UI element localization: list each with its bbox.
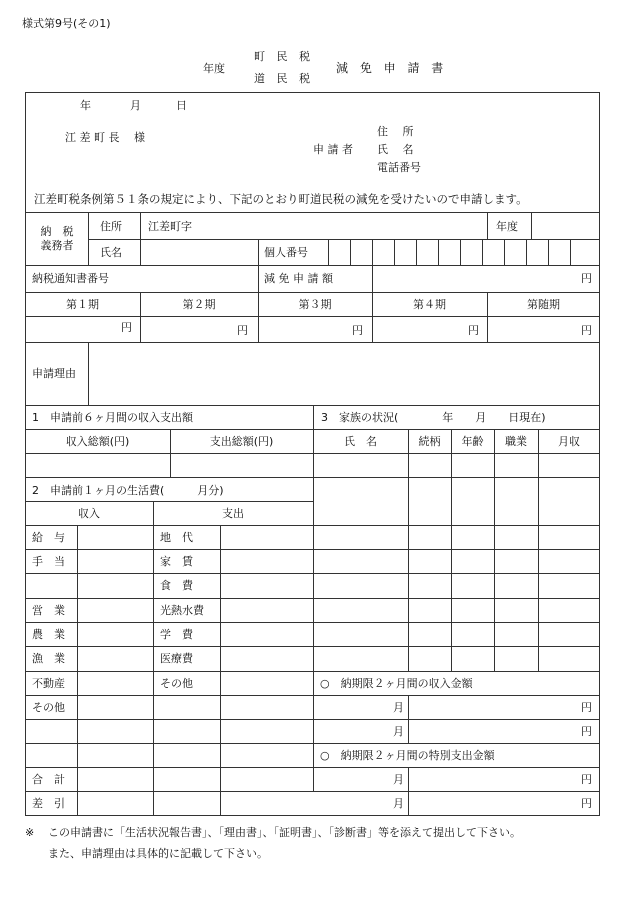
period-2: 第２期 bbox=[182, 298, 216, 311]
form-number: 様式第9号(その1) bbox=[22, 17, 111, 30]
deadline-special-month-1: 月 bbox=[393, 773, 404, 786]
name-label: 氏 名 bbox=[377, 143, 414, 156]
family-col-job: 職業 bbox=[505, 435, 527, 448]
expense-item-food: 食 費 bbox=[160, 579, 193, 592]
income-item-realestate: 不動産 bbox=[32, 677, 65, 690]
family-col-relation: 続柄 bbox=[418, 435, 441, 448]
deadline-income-yen-2: 円 bbox=[581, 725, 592, 738]
notes-mark: ※ bbox=[25, 826, 35, 839]
expense-item-education: 学 費 bbox=[160, 628, 193, 641]
income-item-fishing: 漁 業 bbox=[32, 652, 65, 665]
date-year: 年 bbox=[80, 99, 91, 112]
expense-item-other: その他 bbox=[160, 677, 193, 690]
family-col-income: 月収 bbox=[558, 435, 580, 448]
income-item-business: 営 業 bbox=[32, 604, 65, 617]
expense-item-rent: 家 賃 bbox=[160, 555, 193, 568]
period-3: 第３期 bbox=[298, 298, 332, 311]
deadline-income-yen-1: 円 bbox=[581, 701, 592, 714]
reduction-amount-yen: 円 bbox=[581, 272, 592, 285]
deadline-special-title: ○ 納期限２ヶ月間の特別支出金額 bbox=[320, 749, 495, 762]
living-income-header: 収入 bbox=[78, 507, 100, 520]
period-3-yen: 円 bbox=[352, 324, 363, 337]
income-total-header: 収入総額(円) bbox=[65, 435, 130, 448]
taxpayer-address-label: 住所 bbox=[100, 220, 122, 233]
taxpayer-year-label: 年度 bbox=[496, 220, 518, 233]
period-4: 第４期 bbox=[413, 298, 446, 311]
title-year-label: 年度 bbox=[203, 62, 225, 75]
section1-title: 1 申請前６ヶ月間の収入支出額 bbox=[32, 411, 193, 424]
family-col-age: 年齢 bbox=[461, 435, 484, 448]
deadline-income-month-2: 月 bbox=[393, 725, 404, 738]
income-item-salary: 給 与 bbox=[32, 531, 65, 544]
notes-line2: また、申請理由は具体的に記載して下さい。 bbox=[48, 847, 268, 860]
income-item-allowance: 手 当 bbox=[32, 555, 65, 568]
expense-total-header: 支出総額(円) bbox=[209, 435, 274, 448]
period-1: 第１期 bbox=[66, 298, 99, 311]
title-town-tax: 町 民 税 bbox=[254, 50, 314, 63]
deadline-income-month-1: 月 bbox=[393, 701, 404, 714]
expense-item-utilities: 光熱水費 bbox=[160, 604, 204, 617]
date-day: 日 bbox=[176, 99, 187, 112]
address-label: 住 所 bbox=[377, 125, 414, 138]
period-4-yen: 円 bbox=[468, 324, 479, 337]
family-col-name: 氏 名 bbox=[344, 435, 377, 448]
section2-title: 2 申請前１ヶ月の生活費( 月分) bbox=[32, 484, 224, 497]
title-main: 減 免 申 請 書 bbox=[336, 61, 448, 75]
deadline-special-yen-2: 円 bbox=[581, 797, 592, 810]
income-item-other: その他 bbox=[32, 701, 65, 714]
deadline-income-title: ○ 納期限２ヶ月間の収入金額 bbox=[320, 677, 473, 690]
living-expense-header: 支出 bbox=[222, 507, 244, 520]
income-item-balance: 差 引 bbox=[32, 797, 65, 810]
individual-number-label: 個人番号 bbox=[264, 246, 308, 259]
addressee: 江 差 町 長 様 bbox=[65, 131, 145, 144]
title-pref-tax: 道 民 税 bbox=[254, 72, 314, 85]
taxpayer-label: 納 税 義務者 bbox=[40, 225, 74, 252]
period-2-yen: 円 bbox=[237, 324, 248, 337]
notice-number-label: 納税通知書番号 bbox=[32, 272, 109, 285]
expense-item-medical: 医療費 bbox=[160, 652, 193, 665]
taxpayer-address-value[interactable]: 江差町字 bbox=[148, 220, 192, 233]
deadline-special-yen-1: 円 bbox=[581, 773, 592, 786]
deadline-special-month-2: 月 bbox=[393, 797, 404, 810]
applicant-label: 申 請 者 bbox=[313, 143, 353, 156]
income-item-farming: 農 業 bbox=[32, 628, 65, 641]
section3-title: 3 家族の状況( 年 月 日現在) bbox=[321, 411, 546, 424]
reduction-amount-label: 減 免 申 請 額 bbox=[264, 272, 333, 285]
period-1-yen: 円 bbox=[121, 321, 132, 334]
date-month: 月 bbox=[130, 99, 141, 112]
expense-item-land: 地 代 bbox=[160, 531, 193, 544]
statement: 江差町税条例第５１条の規定により、下記のとおり町道民税の減免を受けたいので申請します。 bbox=[34, 192, 528, 206]
phone-label: 電話番号 bbox=[377, 161, 421, 174]
period-extra-yen: 円 bbox=[581, 324, 592, 337]
notes-line1: この申請書に「生活状況報告書」、「理由書」、「証明書」、「診断書」等を添えて提出して下さい。 bbox=[48, 826, 521, 839]
income-item-total: 合 計 bbox=[32, 773, 65, 786]
reason-label: 申請理由 bbox=[32, 367, 76, 380]
period-extra: 第随期 bbox=[527, 298, 560, 311]
taxpayer-name-label: 氏名 bbox=[100, 246, 122, 259]
